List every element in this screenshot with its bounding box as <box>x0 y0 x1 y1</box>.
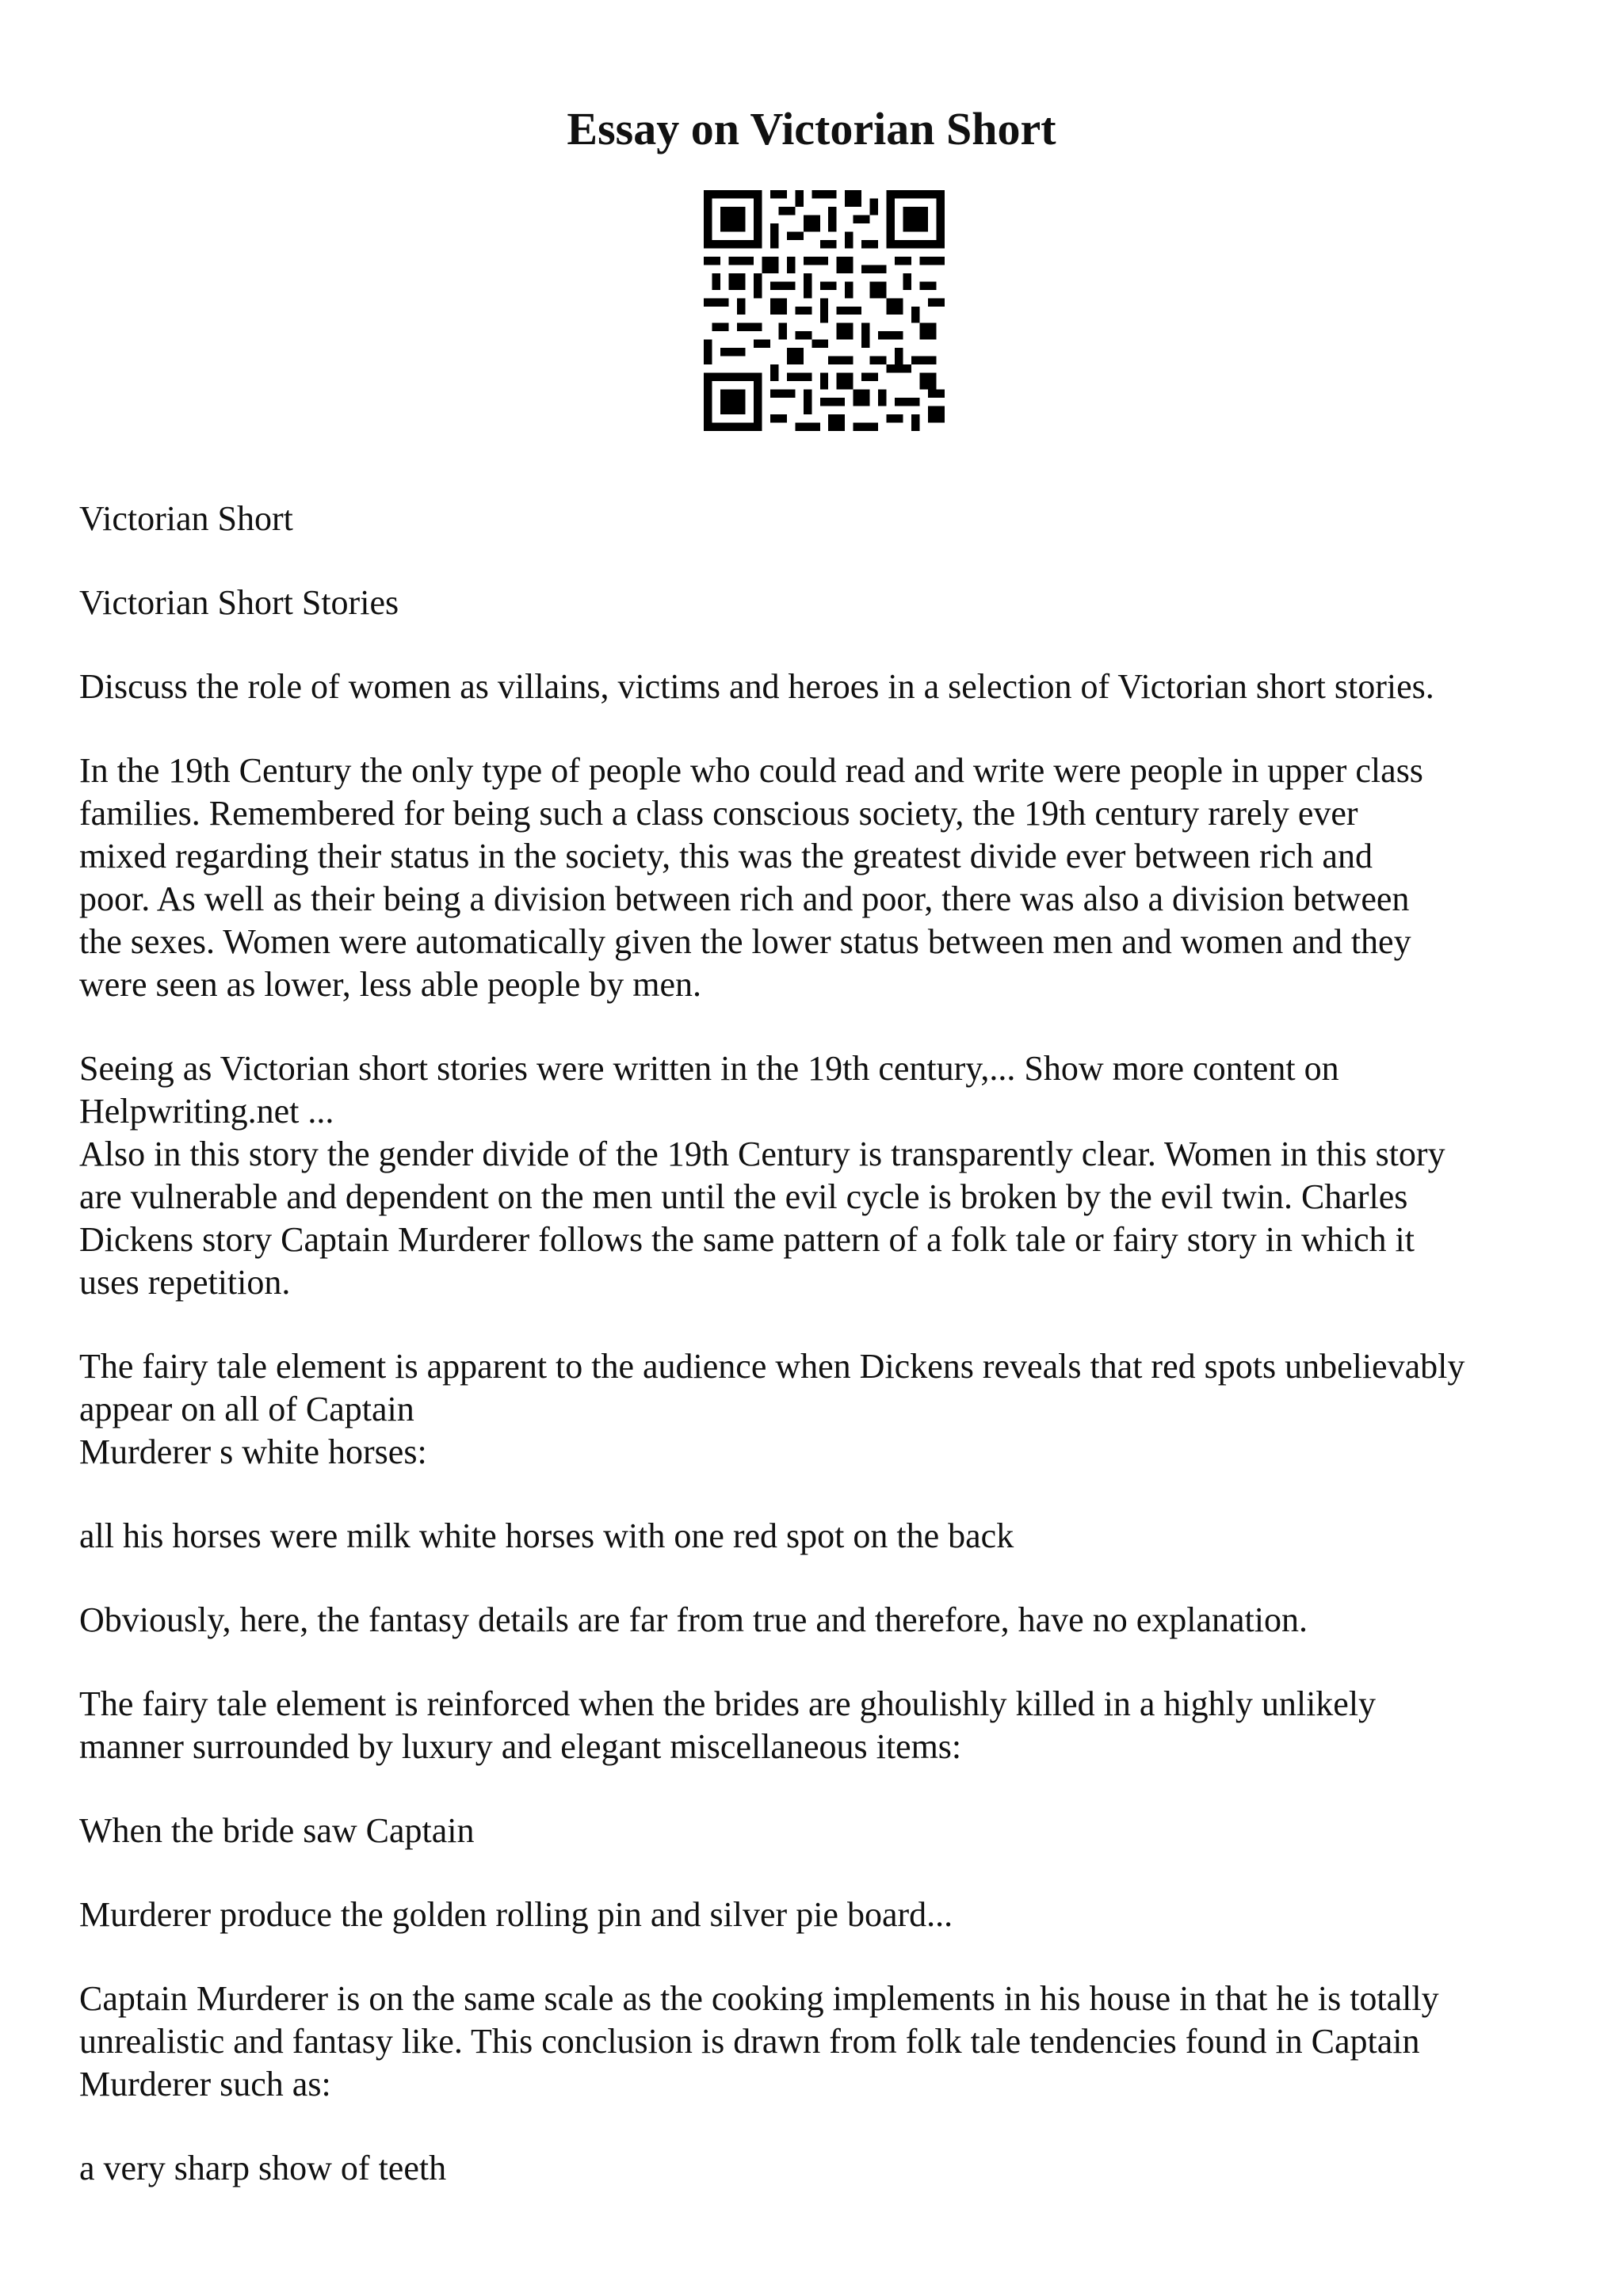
paragraph-show-more: Seeing as Victorian short stories were written in the 19th century,... Show more content on Helpwriting.net ... <box>79 1049 1339 1131</box>
essay-body <box>79 498 1569 2231</box>
paragraph: The fairy tale element is reinforced when the brides are ghoulishly killed in a highly unlikely manner surrounded by luxury and elegant miscellaneous items: <box>79 1684 1377 1766</box>
page-title: Essay on Victorian Short <box>567 103 1056 154</box>
paragraph-heading: Victorian Short <box>79 499 293 538</box>
paragraph: The fairy tale element is apparent to the audience when Dickens reveals that red spots unbelievably appear on all of Captain Murderer s white horses: <box>79 1347 1465 1471</box>
quote: a very sharp show of teeth <box>79 2149 447 2187</box>
paragraph: Also in this story the gender divide of the 19th Century is transparently clear. Women in this story are vulnerable and dependent on the men until the evil cycle is broken by the evil twin. Charles Dickens story Captain Murderer follows the same pattern of a folk tale or fairy story in which it uses repetition. <box>79 1135 1445 1302</box>
quote: all his horses were milk white horses with one red spot on the back <box>79 1516 1014 1555</box>
paragraph-prompt: Discuss the role of women as villains, victims and heroes in a selection of Victorian short stories. <box>79 667 1434 706</box>
qr-code-icon <box>704 190 945 431</box>
quote: Murderer produce the golden rolling pin and silver pie board... <box>79 1895 953 1934</box>
paragraph: In the 19th Century the only type of people who could read and write were people in upper class families. Remembered for being such a class conscious society, the 19th century rarely ever mixed regarding their status in the society, this was the greatest divide ever between rich and poor. As well as their being a division between rich and poor, there was also a division between the sexes. Women were automatically given the lower status between men and women and they were seen as lower, less able people by men. <box>79 751 1423 1004</box>
paragraph-subheading: Victorian Short Stories <box>79 583 399 622</box>
paragraph: Obviously, here, the fantasy details are far from true and therefore, have no explanation. <box>79 1600 1308 1639</box>
paragraph: Captain Murderer is on the same scale as the cooking implements in his house in that he is totally unrealistic and fantasy like. This conclusion is drawn from folk tale tendencies found in Captain Murderer such as: <box>79 1979 1439 2103</box>
quote: When the bride saw Captain <box>79 1811 475 1850</box>
